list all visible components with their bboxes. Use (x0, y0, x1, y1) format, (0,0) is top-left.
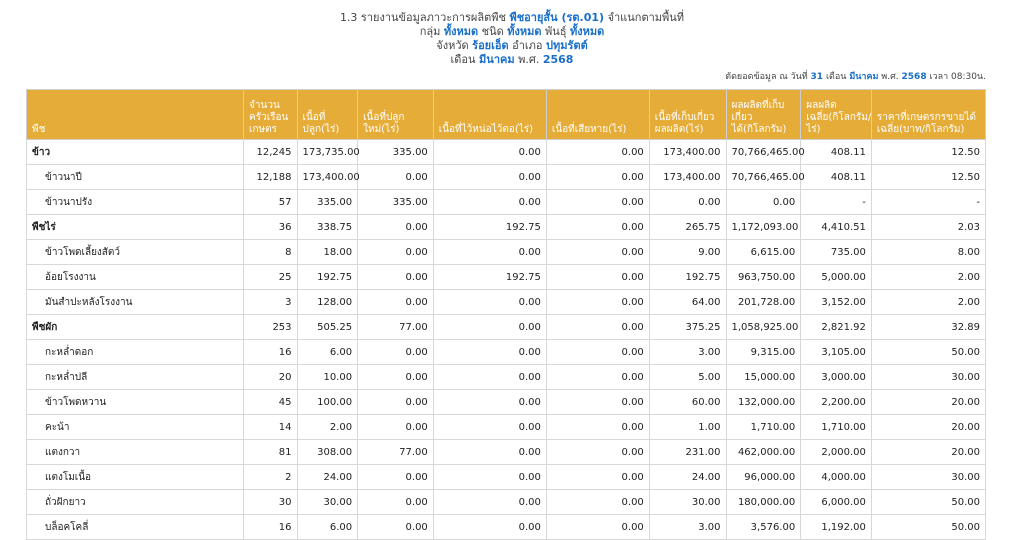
damaged-cell: 0.00 (546, 265, 649, 290)
cutoff-year-label: พ.ศ. (881, 72, 899, 82)
harvested-cell: 3.00 (649, 340, 726, 365)
new-planted-cell: 0.00 (358, 465, 434, 490)
crop-name: กะหล่ำดอก (27, 340, 244, 365)
cutoff-prefix: ตัดยอดข้อมูล ณ วันที่ (725, 72, 808, 82)
kind-label: ชนิด (481, 25, 504, 38)
households-cell: 20 (244, 365, 298, 390)
price-cell: 30.00 (871, 365, 985, 390)
report-title-line3 (0, 39, 1024, 53)
planted-cell: 173,735.00 (297, 140, 358, 165)
avg-yield-cell: 2,821.92 (801, 315, 872, 340)
harvested-cell: 9.00 (649, 240, 726, 265)
production-table (26, 89, 986, 540)
crop-name: ถั่วฝักยาว (27, 490, 244, 515)
cutoff-month-label: เดือน (825, 72, 847, 82)
damaged-cell: 0.00 (546, 490, 649, 515)
col-yield[interactable]: ผลผลิตที่เก็บเกี่ยวได้(กิโลกรัม) (726, 90, 801, 140)
harvested-cell: 0.00 (649, 190, 726, 215)
yield-cell: 462,000.00 (726, 440, 801, 465)
price-cell: 2.03 (871, 215, 985, 240)
avg-yield-cell: 3,105.00 (801, 340, 872, 365)
col-damaged-area[interactable]: เนื้อที่เสียหาย(ไร่) (546, 90, 649, 140)
col-harvested-area[interactable]: เนื้อที่เก็บเกี่ยวผลผลิต(ไร่) (649, 90, 726, 140)
damaged-cell: 0.00 (546, 415, 649, 440)
damaged-cell: 0.00 (546, 240, 649, 265)
damaged-cell: 0.00 (546, 340, 649, 365)
damaged-cell: 0.00 (546, 140, 649, 165)
ratoon-cell: 0.00 (433, 390, 546, 415)
new-planted-cell: 0.00 (358, 290, 434, 315)
households-cell: 2 (244, 465, 298, 490)
yield-cell: 3,576.00 (726, 515, 801, 540)
year-value: 2568 (542, 53, 574, 66)
damaged-cell: 0.00 (546, 165, 649, 190)
harvested-cell: 30.00 (649, 490, 726, 515)
variety-label: พันธุ์ (545, 25, 567, 38)
col-planted-area[interactable]: เนื้อที่ปลูก(ไร่) (297, 90, 358, 140)
new-planted-cell: 0.00 (358, 165, 434, 190)
table-row (27, 365, 986, 390)
damaged-cell: 0.00 (546, 515, 649, 540)
table-body (27, 140, 986, 540)
crop-name: ข้าว (27, 140, 244, 165)
table-row (27, 165, 986, 190)
province-value: ร้อยเอ็ด (472, 39, 509, 52)
avg-yield-cell: 3,152.00 (801, 290, 872, 315)
crop-name: พืชไร่ (27, 215, 244, 240)
damaged-cell: 0.00 (546, 390, 649, 415)
report-header (0, 0, 1024, 67)
planted-cell: 24.00 (297, 465, 358, 490)
harvested-cell: 173,400.00 (649, 140, 726, 165)
ratoon-cell: 0.00 (433, 440, 546, 465)
new-planted-cell: 0.00 (358, 215, 434, 240)
yield-cell: 132,000.00 (726, 390, 801, 415)
crop-name: อ้อยโรงงาน (27, 265, 244, 290)
damaged-cell: 0.00 (546, 465, 649, 490)
avg-yield-cell: 4,000.00 (801, 465, 872, 490)
report-title-prefix: 1.3 รายงานข้อมูลภาวะการผลิตพืช (339, 11, 506, 24)
table-row (27, 265, 986, 290)
planted-cell: 173,400.00 (297, 165, 358, 190)
table-row (27, 465, 986, 490)
crop-name: บล็อคโคลี่ (27, 515, 244, 540)
households-cell: 253 (244, 315, 298, 340)
ratoon-cell: 0.00 (433, 165, 546, 190)
ratoon-cell: 0.00 (433, 190, 546, 215)
group-label: กลุ่ม (419, 25, 441, 38)
damaged-cell: 0.00 (546, 215, 649, 240)
yield-cell: 1,172,093.00 (726, 215, 801, 240)
ratoon-cell: 0.00 (433, 515, 546, 540)
group-value: ทั้งหมด (443, 25, 479, 38)
price-cell: 50.00 (871, 490, 985, 515)
avg-yield-cell: 1,192.00 (801, 515, 872, 540)
households-cell: 3 (244, 290, 298, 315)
report-title-line2 (0, 25, 1024, 39)
harvested-cell: 5.00 (649, 365, 726, 390)
table-group-row (27, 315, 986, 340)
price-cell: 8.00 (871, 240, 985, 265)
table-header-row (27, 90, 986, 140)
households-cell: 16 (244, 515, 298, 540)
households-cell: 81 (244, 440, 298, 465)
report-title-line4 (0, 53, 1024, 67)
crop-name: ข้าวโพดเลี้ยงสัตว์ (27, 240, 244, 265)
price-cell: 30.00 (871, 465, 985, 490)
yield-cell: 9,315.00 (726, 340, 801, 365)
households-cell: 12,188 (244, 165, 298, 190)
table-row (27, 340, 986, 365)
crop-name: ข้าวโพดหวาน (27, 390, 244, 415)
planted-cell: 6.00 (297, 340, 358, 365)
crop-name: คะน้า (27, 415, 244, 440)
new-planted-cell: 335.00 (358, 140, 434, 165)
harvested-cell: 173,400.00 (649, 165, 726, 190)
kind-value: ทั้งหมด (507, 25, 542, 38)
planted-cell: 18.00 (297, 240, 358, 265)
col-households[interactable]: จำนวนครัวเรือนเกษตร (244, 90, 298, 140)
ratoon-cell: 0.00 (433, 290, 546, 315)
households-cell: 14 (244, 415, 298, 440)
month-label: เดือน (450, 53, 476, 66)
table-row (27, 415, 986, 440)
avg-yield-cell: 2,000.00 (801, 440, 872, 465)
price-cell: 20.00 (871, 390, 985, 415)
new-planted-cell: 0.00 (358, 390, 434, 415)
crop-name: กะหล่ำปลี (27, 365, 244, 390)
table-row (27, 240, 986, 265)
cutoff-day: 31 (810, 72, 824, 82)
new-planted-cell: 0.00 (358, 240, 434, 265)
price-cell: 50.00 (871, 515, 985, 540)
cutoff-year: 2568 (901, 72, 927, 82)
new-planted-cell: 0.00 (358, 515, 434, 540)
table-row (27, 515, 986, 540)
households-cell: 36 (244, 215, 298, 240)
ratoon-cell: 0.00 (433, 365, 546, 390)
crop-name: มันสำปะหลังโรงงาน (27, 290, 244, 315)
district-label: อำเภอ (512, 39, 543, 52)
harvested-cell: 3.00 (649, 515, 726, 540)
yield-cell: 15,000.00 (726, 365, 801, 390)
price-cell: 12.50 (871, 140, 985, 165)
ratoon-cell: 0.00 (433, 490, 546, 515)
crop-name: ข้าวนาปี (27, 165, 244, 190)
yield-cell: 6,615.00 (726, 240, 801, 265)
planted-cell: 128.00 (297, 290, 358, 315)
yield-cell: 70,766,465.00 (726, 165, 801, 190)
planted-cell: 335.00 (297, 190, 358, 215)
yield-cell: 1,058,925.00 (726, 315, 801, 340)
price-cell: 2.00 (871, 290, 985, 315)
harvested-cell: 231.00 (649, 440, 726, 465)
harvested-cell: 1.00 (649, 415, 726, 440)
harvested-cell: 265.75 (649, 215, 726, 240)
ratoon-cell: 0.00 (433, 315, 546, 340)
new-planted-cell: 0.00 (358, 265, 434, 290)
new-planted-cell: 77.00 (358, 315, 434, 340)
avg-yield-cell: - (801, 190, 872, 215)
col-avg-price[interactable]: ราคาที่เกษตรกรขายได้เฉลี่ย(บาท/กิโลกรัม) (871, 90, 985, 140)
table-group-row (27, 215, 986, 240)
crop-name: แตงโมเนื้อ (27, 465, 244, 490)
yield-cell: 963,750.00 (726, 265, 801, 290)
table-group-row (27, 140, 986, 165)
col-avg-yield[interactable]: ผลผลิตเฉลี่ย(กิโลกรัม/ไร่) (801, 90, 872, 140)
yield-cell: 1,710.00 (726, 415, 801, 440)
new-planted-cell: 335.00 (358, 190, 434, 215)
price-cell: 12.50 (871, 165, 985, 190)
planted-cell: 10.00 (297, 365, 358, 390)
households-cell: 8 (244, 240, 298, 265)
harvested-cell: 60.00 (649, 390, 726, 415)
col-new-planted-area[interactable]: เนื้อที่ปลูกใหม่(ไร่) (358, 90, 434, 140)
harvested-cell: 24.00 (649, 465, 726, 490)
table-row (27, 490, 986, 515)
damaged-cell: 0.00 (546, 190, 649, 215)
price-cell: - (871, 190, 985, 215)
avg-yield-cell: 2,200.00 (801, 390, 872, 415)
planted-cell: 308.00 (297, 440, 358, 465)
price-cell: 20.00 (871, 415, 985, 440)
report-title-line1 (0, 11, 1024, 25)
new-planted-cell: 0.00 (358, 415, 434, 440)
households-cell: 30 (244, 490, 298, 515)
crop-name: ข้าวนาปรัง (27, 190, 244, 215)
price-cell: 32.89 (871, 315, 985, 340)
avg-yield-cell: 735.00 (801, 240, 872, 265)
harvested-cell: 192.75 (649, 265, 726, 290)
planted-cell: 505.25 (297, 315, 358, 340)
avg-yield-cell: 1,710.00 (801, 415, 872, 440)
yield-cell: 0.00 (726, 190, 801, 215)
planted-cell: 100.00 (297, 390, 358, 415)
ratoon-cell: 192.75 (433, 215, 546, 240)
avg-yield-cell: 3,000.00 (801, 365, 872, 390)
ratoon-cell: 192.75 (433, 265, 546, 290)
ratoon-cell: 0.00 (433, 340, 546, 365)
ratoon-cell: 0.00 (433, 415, 546, 440)
planted-cell: 30.00 (297, 490, 358, 515)
price-cell: 50.00 (871, 340, 985, 365)
harvested-cell: 64.00 (649, 290, 726, 315)
harvested-cell: 375.25 (649, 315, 726, 340)
ratoon-cell: 0.00 (433, 140, 546, 165)
cutoff-month: มีนาคม (849, 72, 879, 82)
table-row (27, 190, 986, 215)
table-row (27, 390, 986, 415)
ratoon-cell: 0.00 (433, 240, 546, 265)
damaged-cell: 0.00 (546, 365, 649, 390)
crop-type-highlight: พืชอายุสั้น (รต.01) (509, 11, 605, 24)
table-row (27, 290, 986, 315)
households-cell: 45 (244, 390, 298, 415)
planted-cell: 192.75 (297, 265, 358, 290)
crop-name: แตงกวา (27, 440, 244, 465)
month-value: มีนาคม (479, 53, 515, 66)
new-planted-cell: 0.00 (358, 490, 434, 515)
yield-cell: 96,000.00 (726, 465, 801, 490)
avg-yield-cell: 408.11 (801, 140, 872, 165)
damaged-cell: 0.00 (546, 290, 649, 315)
households-cell: 12,245 (244, 140, 298, 165)
households-cell: 16 (244, 340, 298, 365)
variety-value: ทั้งหมด (570, 25, 605, 38)
district-value: ปทุมรัตต์ (546, 39, 588, 52)
crop-name: พืชผัก (27, 315, 244, 340)
planted-cell: 338.75 (297, 215, 358, 240)
new-planted-cell: 0.00 (358, 365, 434, 390)
price-cell: 20.00 (871, 440, 985, 465)
cutoff-time-label: เวลา (929, 72, 949, 82)
avg-yield-cell: 4,410.51 (801, 215, 872, 240)
yield-cell: 70,766,465.00 (726, 140, 801, 165)
new-planted-cell: 77.00 (358, 440, 434, 465)
price-cell: 2.00 (871, 265, 985, 290)
households-cell: 25 (244, 265, 298, 290)
ratoon-cell: 0.00 (433, 465, 546, 490)
data-cutoff-info (725, 69, 986, 83)
damaged-cell: 0.00 (546, 315, 649, 340)
yield-cell: 201,728.00 (726, 290, 801, 315)
table-row (27, 440, 986, 465)
cutoff-time: 08:30น. (951, 72, 986, 82)
planted-cell: 6.00 (297, 515, 358, 540)
avg-yield-cell: 6,000.00 (801, 490, 872, 515)
households-cell: 57 (244, 190, 298, 215)
report-title-suffix: จำแนกตามพื้นที่ (607, 11, 685, 24)
avg-yield-cell: 5,000.00 (801, 265, 872, 290)
col-ratoon-area[interactable]: เนื้อที่ไว้หน่อไว้ตอ(ไร่) (433, 90, 546, 140)
province-label: จังหวัด (436, 39, 469, 52)
yield-cell: 180,000.00 (726, 490, 801, 515)
col-crop[interactable]: พืช (27, 90, 244, 140)
year-label: พ.ศ. (518, 53, 540, 66)
new-planted-cell: 0.00 (358, 340, 434, 365)
avg-yield-cell: 408.11 (801, 165, 872, 190)
damaged-cell: 0.00 (546, 440, 649, 465)
planted-cell: 2.00 (297, 415, 358, 440)
